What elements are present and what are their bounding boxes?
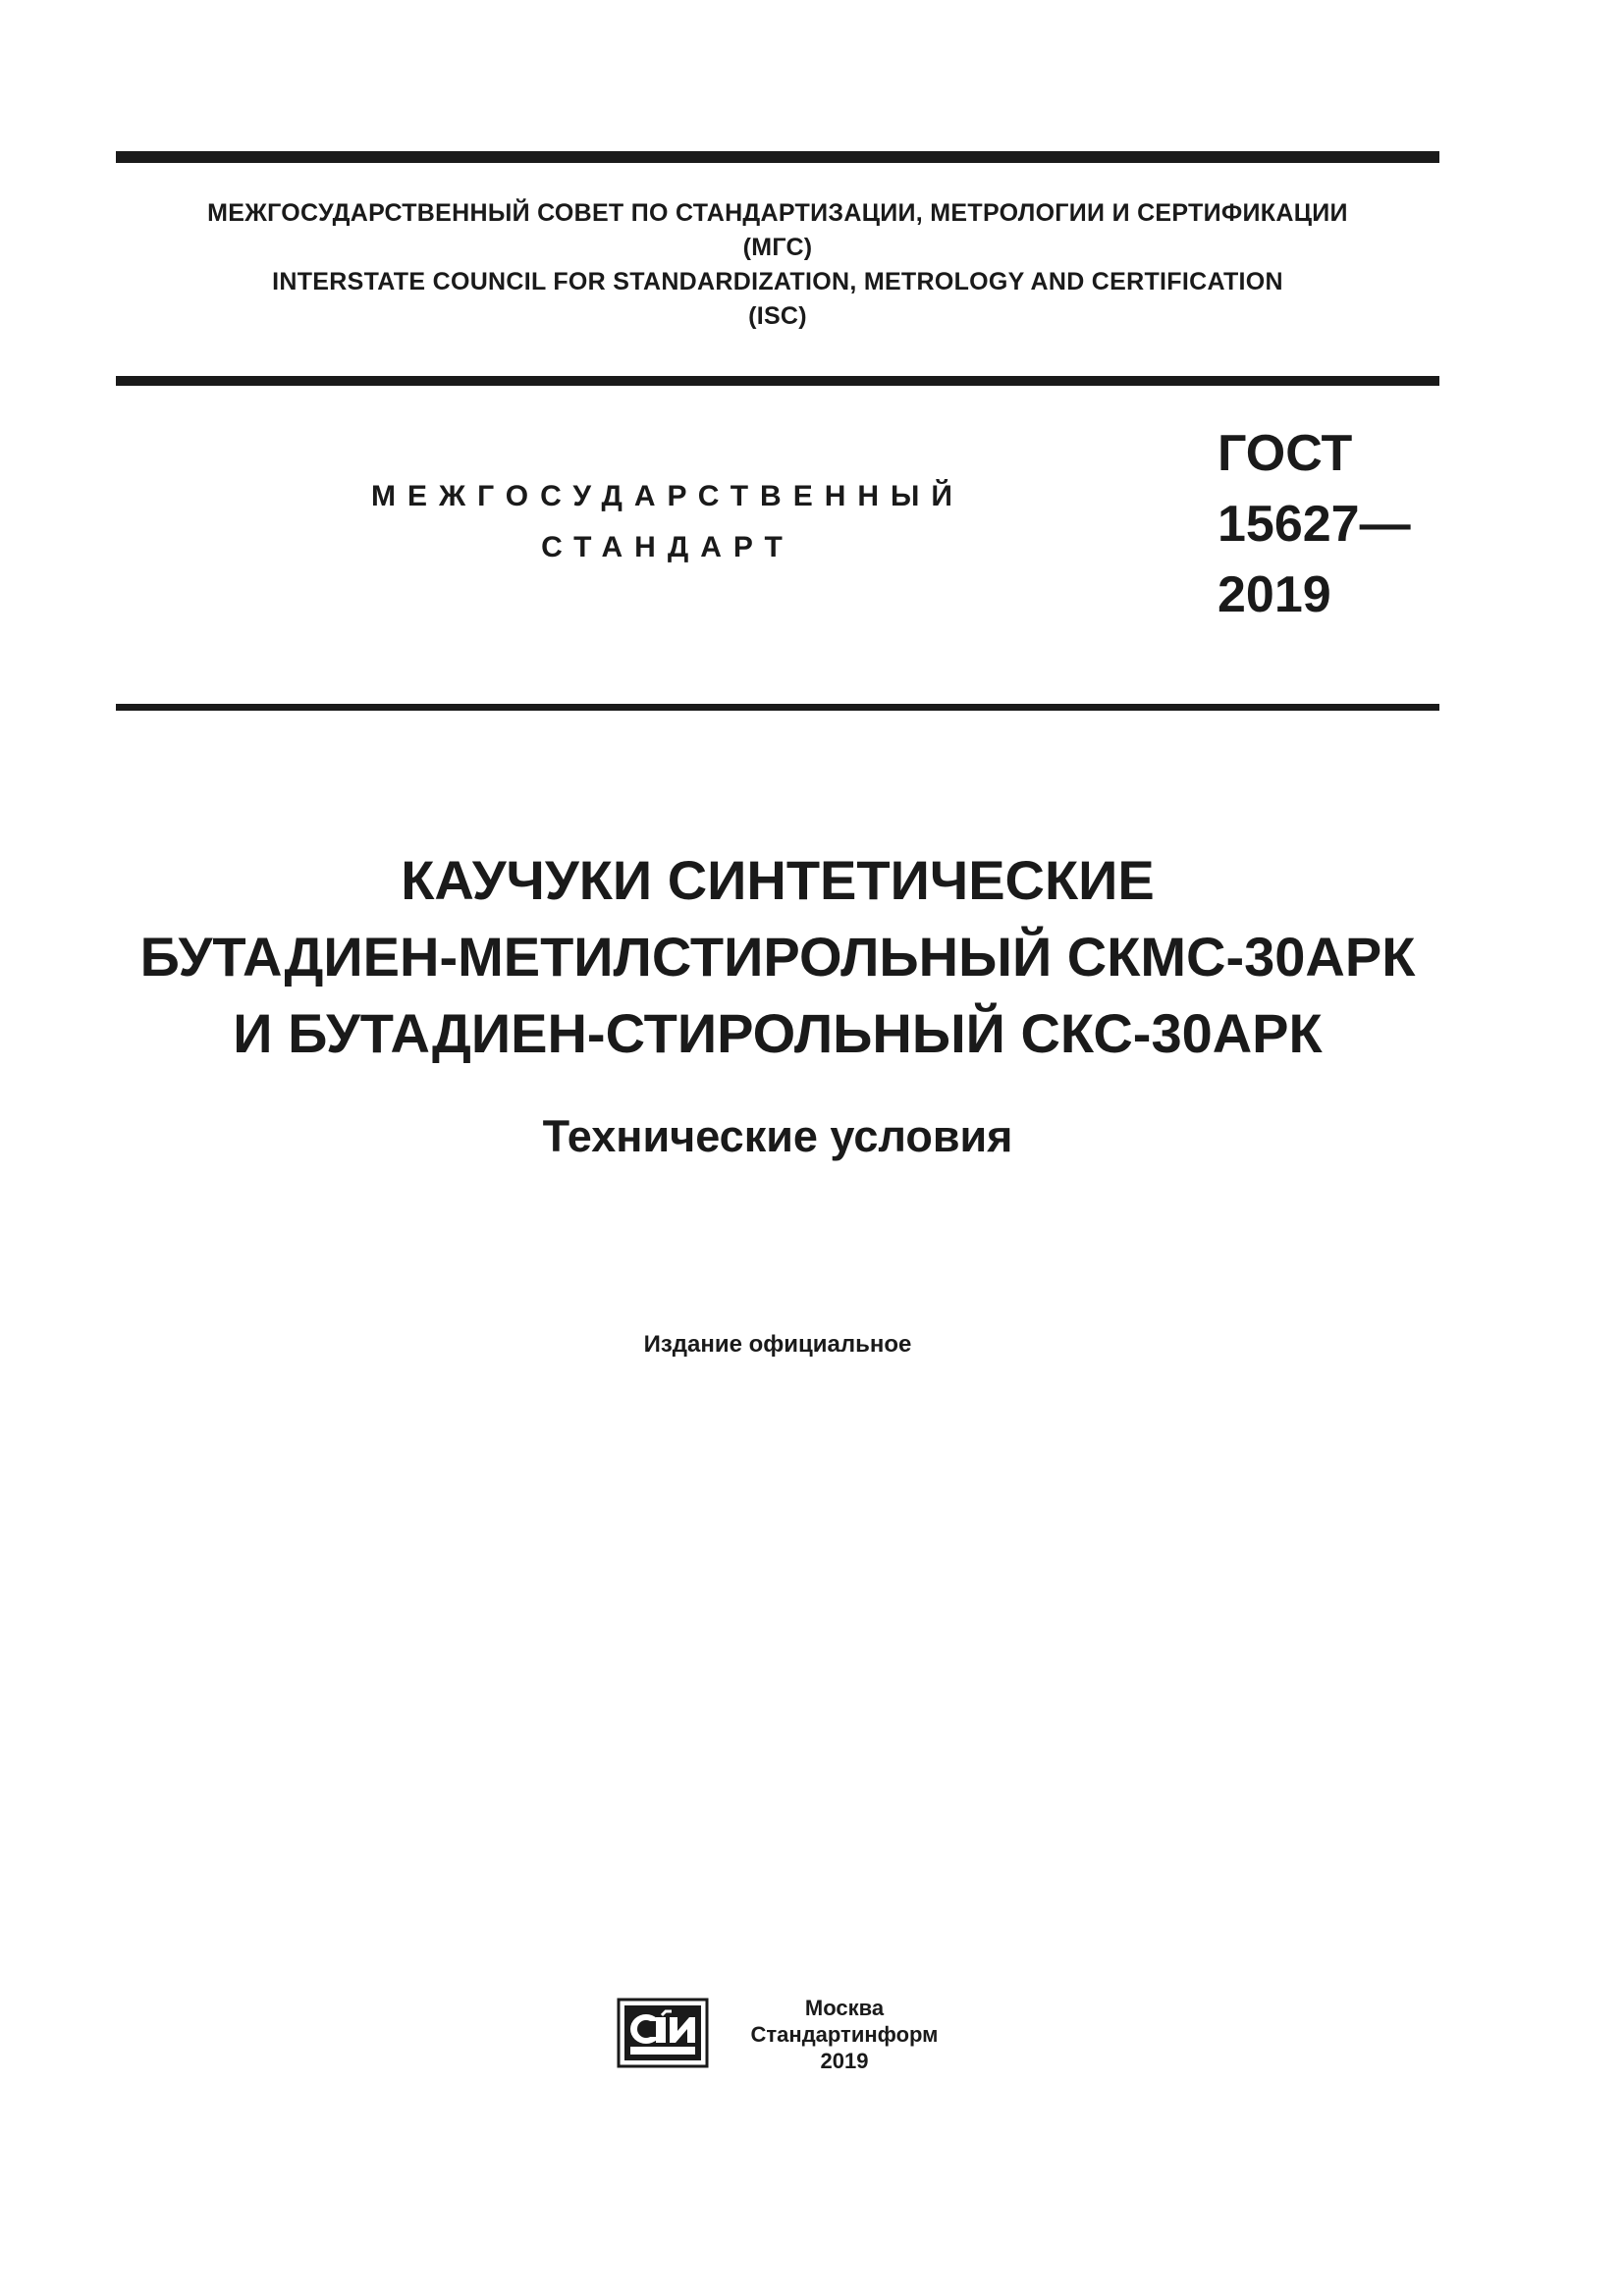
designation-prefix: ГОСТ — [1218, 425, 1353, 482]
title-line-1: КАУЧУКИ СИНТЕТИЧЕСКИЕ — [401, 849, 1155, 911]
middle-rule — [116, 376, 1439, 386]
document-title — [116, 842, 1439, 1072]
top-thick-rule — [116, 151, 1439, 163]
designation-number: 15627— — [1218, 496, 1411, 553]
edition-note: Издание официальное — [643, 1331, 912, 1358]
standard-kind-line2: СТАНДАРТ — [541, 531, 794, 563]
publisher-year: 2019 — [820, 2049, 869, 2073]
standartinform-logo-icon — [617, 1998, 709, 2068]
publisher-info — [727, 1995, 962, 2074]
title-line-2: БУТАДИЕН-МЕТИЛСТИРОЛЬНЫЙ СКМС-30АРК — [139, 926, 1416, 988]
designation-year: 2019 — [1218, 566, 1331, 623]
title-line-3: И БУТАДИЕН-СТИРОЛЬНЫЙ СКС-30АРК — [233, 1002, 1323, 1064]
standard-kind-line1: МЕЖГОСУДАРСТВЕННЫЙ — [371, 480, 964, 512]
standard-kind — [324, 471, 1011, 573]
council-abbr-ru: (МГС) — [742, 234, 813, 261]
council-name-en: INTERSTATE COUNCIL FOR STANDARDIZATION, METROLOGY AND CERTIFICATION — [272, 268, 1283, 295]
lower-rule — [116, 704, 1439, 711]
standard-designation — [1218, 418, 1411, 630]
publisher-name: Стандартинформ — [750, 2022, 939, 2047]
council-abbr-en: (ISC) — [748, 302, 807, 330]
document-subtitle: Технические условия — [542, 1111, 1013, 1161]
publisher-city: Москва — [804, 1996, 885, 2020]
council-name-ru: МЕЖГОСУДАРСТВЕННЫЙ СОВЕТ ПО СТАНДАРТИЗАЦИИ, МЕТРОЛОГИИ И СЕРТИФИКАЦИИ — [207, 199, 1348, 227]
council-header — [116, 196, 1439, 334]
